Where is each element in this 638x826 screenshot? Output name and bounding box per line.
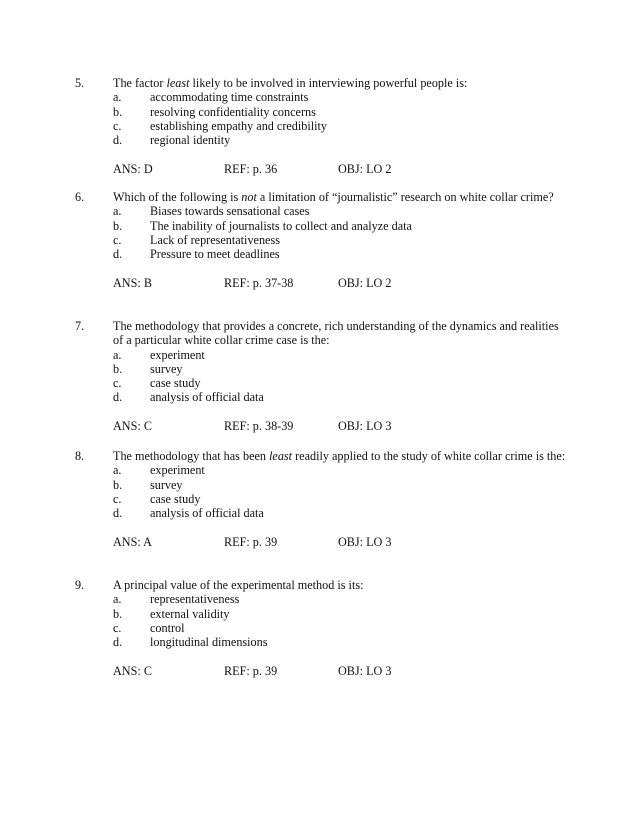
option-c <box>113 119 568 133</box>
page-reference: REF: p. 37-38 <box>224 275 294 290</box>
question-body <box>113 190 568 290</box>
answer-options <box>113 90 568 147</box>
option-b <box>113 478 568 492</box>
option-letter: d. <box>113 133 123 148</box>
option-c <box>113 492 568 506</box>
option-text: longitudinal dimensions <box>150 635 268 650</box>
question-body <box>113 578 568 678</box>
option-letter: c. <box>113 118 122 133</box>
answer-options <box>113 592 568 649</box>
answer-key: ANS: C <box>113 419 152 434</box>
option-letter: c. <box>113 491 122 506</box>
option-a <box>113 463 568 477</box>
option-letter: c. <box>113 232 122 247</box>
option-letter: b. <box>113 361 123 376</box>
option-letter: b. <box>113 218 123 233</box>
page-reference: REF: p. 39 <box>224 663 278 678</box>
option-text: analysis of official data <box>150 390 264 405</box>
option-text: Biases towards sensational cases <box>150 204 310 219</box>
option-a <box>113 348 568 362</box>
answer-key-row <box>113 162 568 176</box>
answer-key: ANS: C <box>113 663 152 678</box>
option-text: establishing empathy and credibility <box>150 118 328 133</box>
answer-key-row <box>113 419 568 433</box>
answer-key: ANS: B <box>113 275 152 290</box>
question-stem: A principal value of the experimental method is its: <box>113 578 364 592</box>
question-stem: The methodology that has been least readily applied to the study of white collar crime is the: <box>113 449 566 463</box>
option-c <box>113 376 568 390</box>
option-c <box>113 233 568 247</box>
option-text: accommodating time constraints <box>150 90 309 105</box>
option-text: control <box>150 620 185 635</box>
option-text: survey <box>150 477 183 492</box>
option-d <box>113 506 568 520</box>
option-letter: c. <box>113 376 122 391</box>
option-text: Pressure to meet deadlines <box>150 247 280 262</box>
option-letter: a. <box>113 592 122 607</box>
option-text: external validity <box>150 606 230 621</box>
option-letter: a. <box>113 347 122 362</box>
answer-key-row <box>113 276 568 290</box>
learning-objective: OBJ: LO 2 <box>338 161 392 176</box>
option-text: experiment <box>150 347 205 362</box>
option-text: Lack of representativeness <box>150 232 280 247</box>
question-body <box>113 449 568 549</box>
option-text: regional identity <box>150 133 231 148</box>
option-c <box>113 621 568 635</box>
option-letter: d. <box>113 247 123 262</box>
option-letter: a. <box>113 463 122 478</box>
question-stem: Which of the following is not a limitation of “journalistic” research on white collar crime? <box>113 190 554 204</box>
option-letter: a. <box>113 204 122 219</box>
option-d <box>113 247 568 261</box>
emphasis: least <box>166 76 190 90</box>
option-d <box>113 390 568 404</box>
option-letter: b. <box>113 606 123 621</box>
question-number: 8. <box>75 449 85 463</box>
emphasis: not <box>241 190 257 204</box>
option-letter: a. <box>113 90 122 105</box>
option-text: survey <box>150 361 183 376</box>
answer-key: ANS: A <box>113 534 152 549</box>
option-text: analysis of official data <box>150 506 264 521</box>
option-d <box>113 635 568 649</box>
question-body <box>113 76 568 176</box>
page-reference: REF: p. 38-39 <box>224 419 294 434</box>
answer-key-row <box>113 535 568 549</box>
answer-key-row <box>113 664 568 678</box>
emphasis: least <box>269 449 293 463</box>
question-body <box>113 319 568 433</box>
option-letter: d. <box>113 506 123 521</box>
answer-options <box>113 348 568 405</box>
option-text: The inability of journalists to collect and analyze data <box>150 218 412 233</box>
question-stem: The methodology that provides a concrete, rich understanding of the dynamics and realities of a particular white collar crime case is the: <box>113 319 559 348</box>
page-reference: REF: p. 36 <box>224 161 278 176</box>
learning-objective: OBJ: LO 3 <box>338 419 392 434</box>
option-a <box>113 90 568 104</box>
question-number: 9. <box>75 578 85 592</box>
page-reference: REF: p. 39 <box>224 534 278 549</box>
question-number: 6. <box>75 190 85 204</box>
option-b <box>113 362 568 376</box>
learning-objective: OBJ: LO 3 <box>338 534 392 549</box>
learning-objective: OBJ: LO 2 <box>338 275 392 290</box>
question-number: 7. <box>75 319 85 333</box>
answer-options <box>113 204 568 261</box>
option-text: resolving confidentiality concerns <box>150 104 316 119</box>
option-text: experiment <box>150 463 205 478</box>
option-a <box>113 592 568 606</box>
option-b <box>113 105 568 119</box>
option-text: case study <box>150 491 201 506</box>
option-text: representativeness <box>150 592 240 607</box>
option-letter: d. <box>113 390 123 405</box>
question-stem: The factor least likely to be involved in interviewing powerful people is: <box>113 76 468 90</box>
option-b <box>113 219 568 233</box>
answer-key: ANS: D <box>113 161 153 176</box>
answer-options <box>113 463 568 520</box>
option-letter: b. <box>113 104 123 119</box>
option-text: case study <box>150 376 201 391</box>
question-number: 5. <box>75 76 85 90</box>
option-letter: d. <box>113 635 123 650</box>
option-letter: b. <box>113 477 123 492</box>
option-b <box>113 607 568 621</box>
option-letter: c. <box>113 620 122 635</box>
learning-objective: OBJ: LO 3 <box>338 663 392 678</box>
option-a <box>113 204 568 218</box>
option-d <box>113 133 568 147</box>
